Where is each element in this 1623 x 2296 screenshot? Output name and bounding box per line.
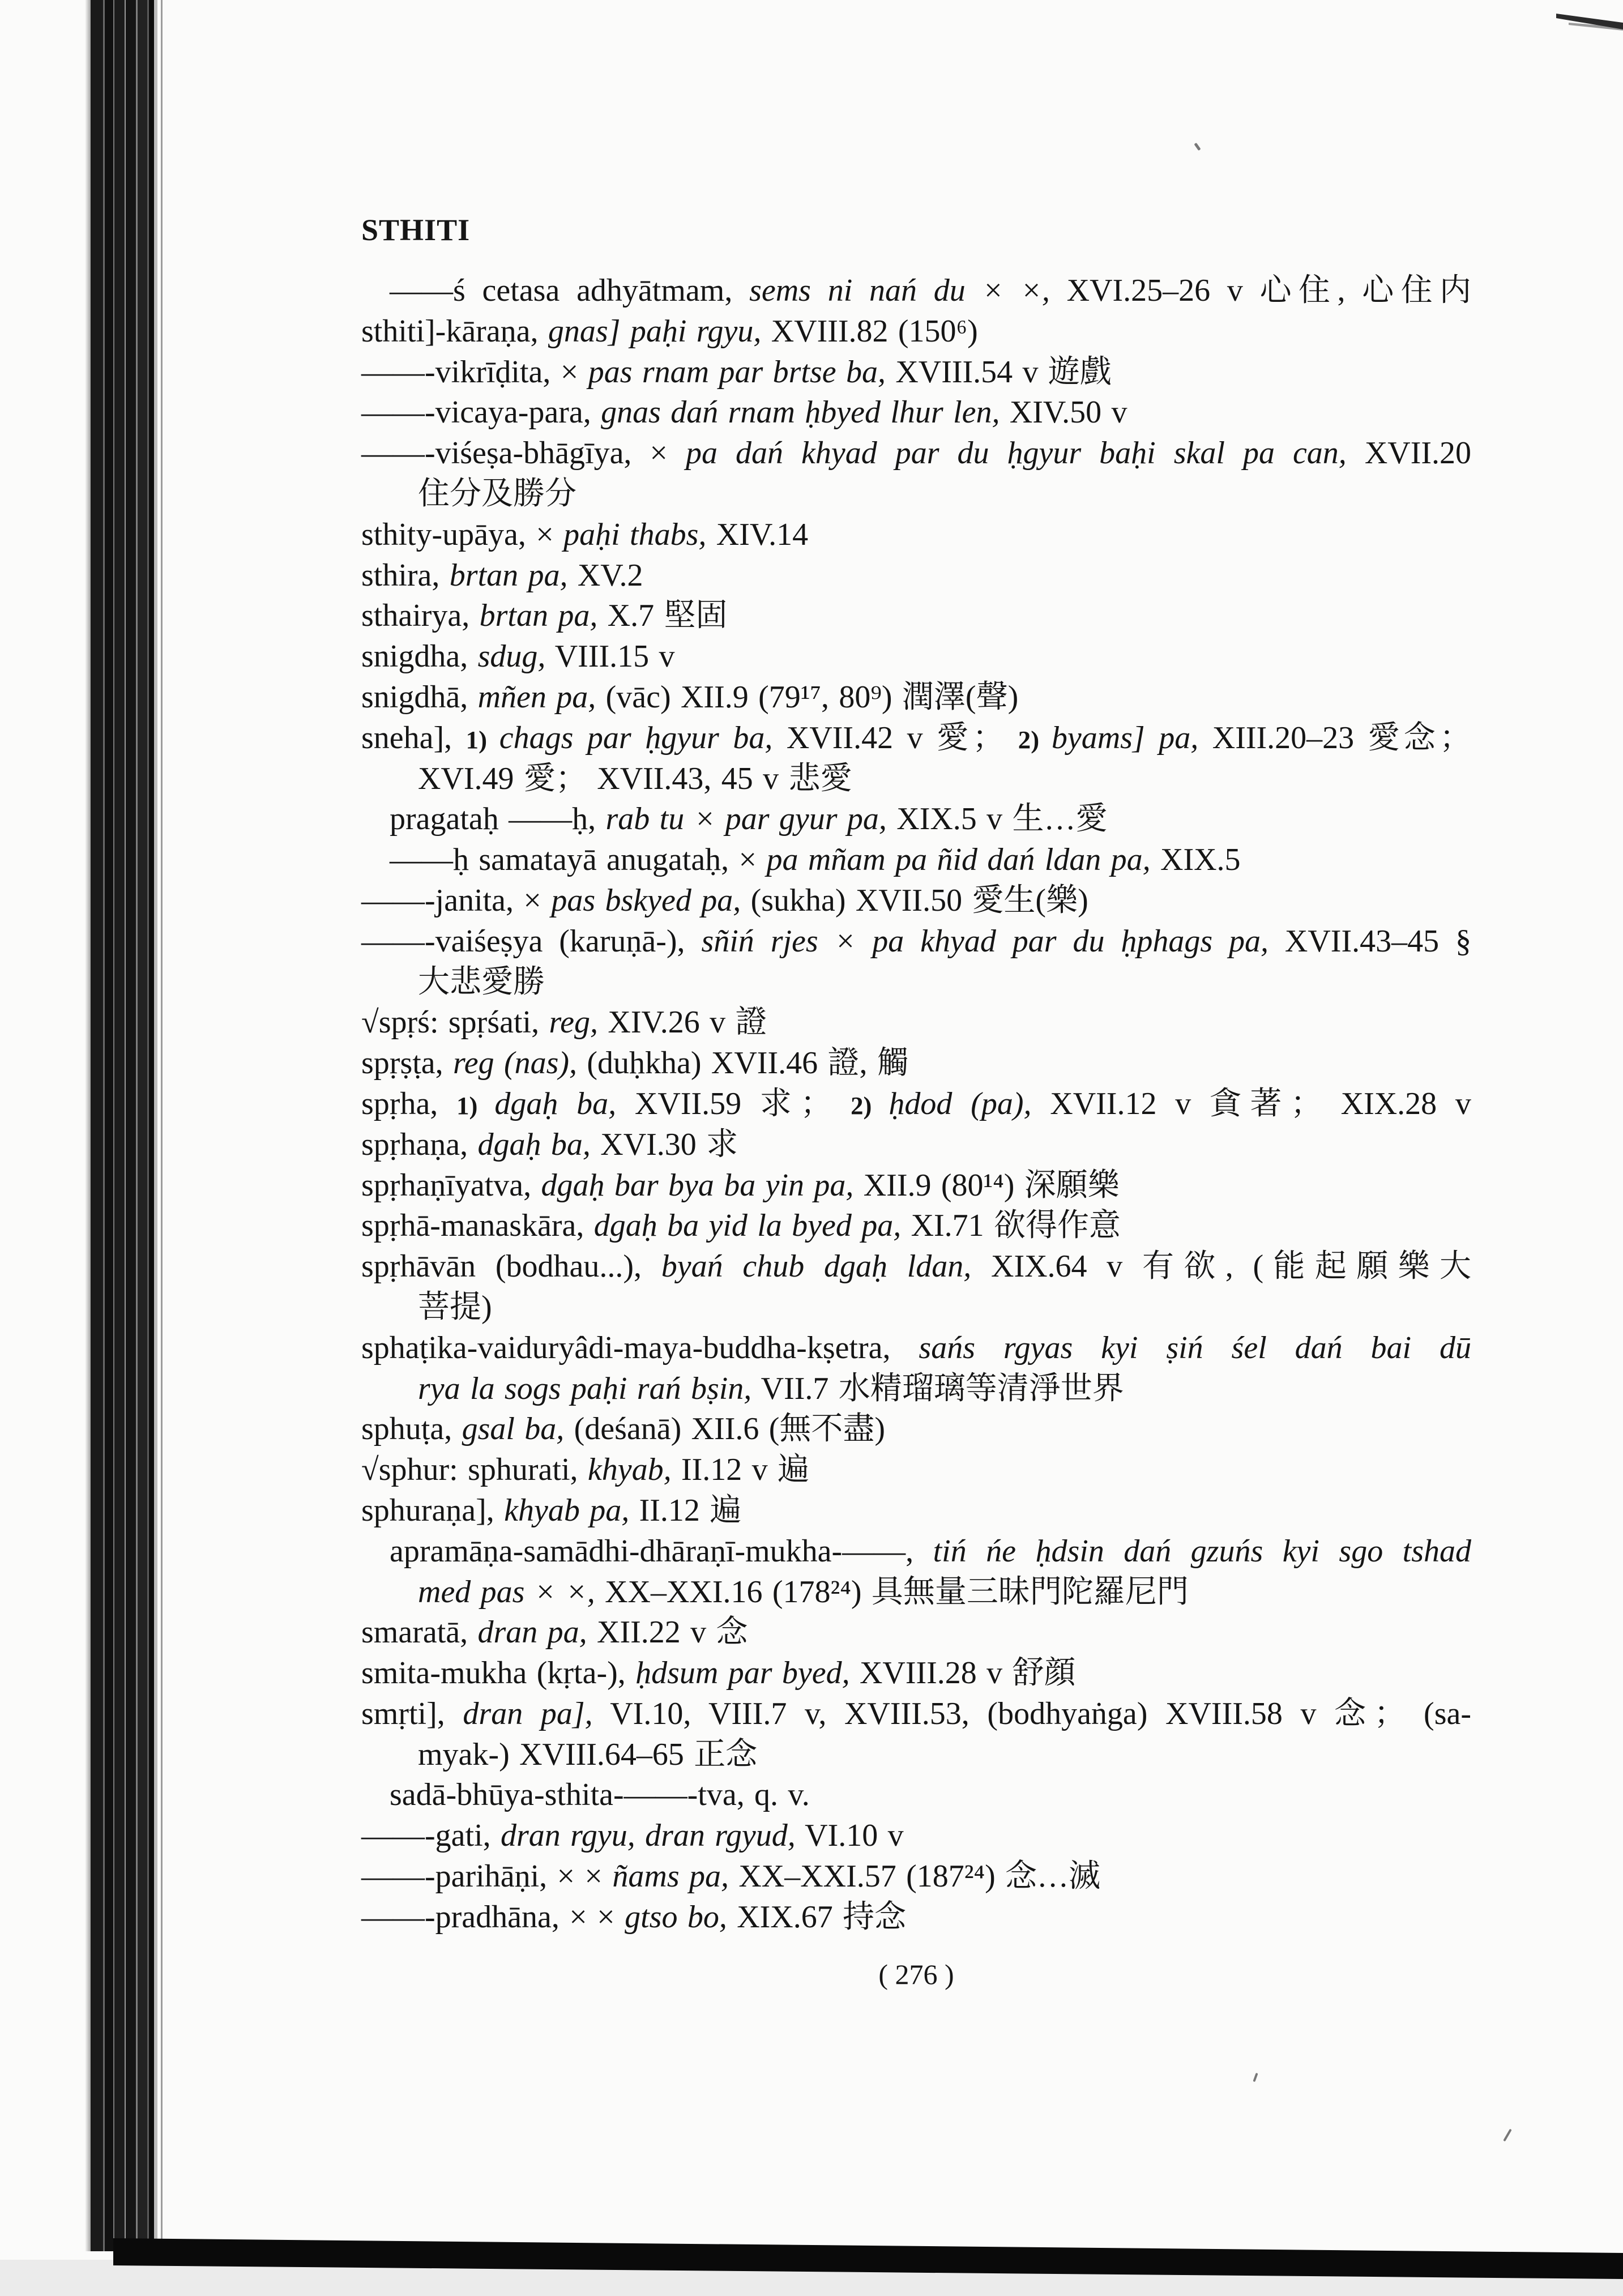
- subentry-line: [390, 1775, 1471, 1816]
- entry-text: spṛha,: [361, 1086, 457, 1121]
- entry-line: [361, 1450, 1471, 1491]
- entry-text: snigdha,: [361, 639, 478, 675]
- entry-text: II.12 v 遍: [671, 1452, 809, 1488]
- entry-text: 菩提): [418, 1289, 492, 1325]
- tibetan-equivalent: byań chub dgaḥ ldan,: [661, 1249, 972, 1284]
- tibetan-equivalent: tiń ńe ḥdsin dań gzuńs kyi sgo tshad: [933, 1533, 1471, 1569]
- tibetan-equivalent: dgaḥ ba yid la byed pa,: [593, 1208, 902, 1244]
- entry-text: 住分及勝分: [418, 476, 576, 511]
- entry-text: VIII.15 v: [545, 639, 675, 675]
- entry-text: XIX.5: [1150, 842, 1241, 878]
- entry-text: ——-parihāṇi, × ×: [361, 1859, 613, 1894]
- entry-text: XVIII.82 (150⁶): [761, 313, 978, 349]
- entry-text: sphaṭika-vaiduryâdi-maya-buddha-kṣetra,: [361, 1330, 919, 1365]
- entry-text: spṛhaṇa,: [361, 1126, 478, 1162]
- tibetan-equivalent: sems ni nań du × ×,: [749, 273, 1050, 308]
- scan-speck: [1194, 143, 1201, 151]
- sense-number: 2): [851, 1091, 889, 1120]
- entry-line: [361, 1328, 1471, 1369]
- entry-text: XX–XXI.16 (178²⁴) 具無量三昧門陀羅尼門: [595, 1574, 1189, 1610]
- entry-text: sthiti]-kāraṇa,: [361, 313, 548, 349]
- tibetan-equivalent: dran pa,: [477, 1615, 587, 1650]
- tibetan-equivalent: med pas × ×,: [418, 1574, 595, 1610]
- tibetan-equivalent: brtan pa,: [449, 557, 568, 593]
- entry-text: apramāṇa-samādhi-dhāraṇī-mukha-——,: [390, 1533, 933, 1569]
- entry-text: XVII.20: [1346, 436, 1471, 471]
- sense-number: 1): [456, 1091, 495, 1120]
- tibetan-equivalent: sańs rgyas kyi ṣiń śel dań bai dū: [919, 1330, 1471, 1365]
- tibetan-equivalent: sñiń rjes × pa khyad par du ḥphags pa,: [701, 923, 1269, 959]
- entry-line: [361, 921, 1471, 962]
- entry-line: [361, 352, 1471, 393]
- tibetan-equivalent: pas rnam par brtse ba,: [588, 354, 886, 390]
- tibetan-equivalent: ñams pa,: [612, 1859, 729, 1894]
- tibetan-equivalent: brtan pa,: [479, 598, 598, 634]
- entry-text: XII.9 (80¹⁴) 深願樂: [853, 1167, 1120, 1203]
- entry-line: [361, 433, 1471, 474]
- tibetan-equivalent: byams] pa,: [1051, 720, 1199, 756]
- entry-text: √sphur: sphurati,: [361, 1452, 588, 1488]
- tibetan-equivalent: khyab,: [587, 1452, 672, 1488]
- entry-text: II.12 遍: [629, 1492, 742, 1528]
- entry-line: [361, 1043, 1471, 1084]
- tibetan-equivalent: gnas] paḥi rgyu,: [548, 313, 762, 349]
- continuation-line: [418, 1369, 1471, 1410]
- entry-text: (vāc) XII.9 (79¹⁷, 80⁹) 潤澤(聲): [596, 679, 1019, 715]
- continuation-line: [418, 962, 1471, 1003]
- entry-text: XX–XXI.57 (187²⁴) 念…滅: [728, 1859, 1101, 1894]
- tibetan-equivalent: pas bskyed pa,: [551, 882, 741, 918]
- entry-text: ——-vaiśeṣya (karuṇā-),: [361, 923, 702, 959]
- tibetan-equivalent: pa dań khyad par du ḥgyur baḥi skal pa can,: [686, 436, 1347, 471]
- entry-text: XV.2: [567, 557, 643, 593]
- entry-line: [361, 718, 1471, 759]
- entry-text: XIX.5 v 生…愛: [886, 801, 1108, 837]
- entry-text: 大悲愛勝: [418, 964, 545, 1000]
- scan-speck: [1253, 2073, 1258, 2082]
- entry-text: sthairya,: [361, 598, 480, 634]
- entry-text: VI.10, VIII.7 v, XVIII.53, (bodhyaṅga) XVIII.58 v 念； (sa-: [592, 1696, 1471, 1731]
- section-heading: STHITI: [361, 213, 471, 247]
- entry-text: (deśanā) XII.6 (無不盡): [564, 1411, 886, 1447]
- subentry-line: [390, 1531, 1471, 1572]
- entry-line: [361, 556, 1471, 596]
- entry-text: ——-viśeṣa-bhāgīya, ×: [361, 436, 686, 471]
- entry-line: [361, 311, 1471, 352]
- entry-line: [361, 1491, 1471, 1531]
- entry-line: [361, 1002, 1471, 1043]
- entry-text: ——-vikrīḍita, ×: [361, 354, 588, 390]
- entry-text: VI.10 v: [795, 1818, 904, 1854]
- entry-text: XIV.26 v 證: [598, 1005, 767, 1040]
- continuation-line: [418, 1572, 1471, 1613]
- subentry-line: [390, 799, 1471, 840]
- entry-text: VII.7 水精瑠璃等清淨世界: [751, 1371, 1124, 1406]
- entry-line: [361, 1125, 1471, 1166]
- entry-line: [361, 1816, 1471, 1857]
- tibetan-equivalent: gnas dań rnam ḥbyed lhur len,: [601, 395, 1000, 430]
- page-edge-line: [161, 0, 163, 2243]
- tibetan-equivalent: sdug,: [477, 639, 546, 675]
- tibetan-equivalent: ḥdod (pa),: [889, 1086, 1032, 1121]
- entry-text: spṛhaṇīyatva,: [361, 1167, 541, 1203]
- entry-line: [361, 596, 1471, 637]
- entry-text: XVII.59 求；: [616, 1086, 851, 1121]
- entry-text: XVI.25–26 v 心住, 心住内: [1049, 273, 1471, 308]
- entry-line: [361, 392, 1471, 433]
- entry-text: sneha],: [361, 720, 466, 756]
- entry-text: XIII.20–23 愛念；: [1198, 720, 1471, 756]
- sense-number: 2): [1018, 725, 1052, 754]
- tibetan-equivalent: khyab pa,: [504, 1492, 630, 1528]
- entry-text: spṛhāvān (bodhau...),: [361, 1249, 661, 1284]
- entry-text: ——ḥ samatayā anugataḥ, ×: [390, 842, 767, 878]
- entry-text: smaratā,: [361, 1615, 478, 1650]
- subentry-line: [390, 271, 1471, 311]
- entry-text: myak-) XVIII.64–65 正念: [418, 1736, 758, 1772]
- tibetan-equivalent: gsal ba,: [462, 1411, 565, 1447]
- entry-text: XIV.50 v: [1000, 395, 1127, 430]
- entry-line: [361, 637, 1471, 677]
- entry-line: [361, 1653, 1471, 1694]
- entry-text: ——-janita, ×: [361, 882, 552, 918]
- tibetan-equivalent: dgaḥ ba,: [494, 1086, 617, 1121]
- continuation-line: [418, 759, 1471, 800]
- entry-text: ——-pradhāna, × ×: [361, 1899, 625, 1935]
- subentry-line: [390, 840, 1471, 881]
- entry-line: [361, 515, 1471, 556]
- entry-text: XII.22 v 念: [587, 1615, 748, 1650]
- book-binding-edge: [91, 0, 157, 2251]
- entry-text: sthira,: [361, 557, 450, 593]
- entry-line: [361, 1084, 1471, 1125]
- entry-text: snigdhā,: [361, 679, 478, 715]
- entry-line: [361, 1612, 1471, 1653]
- entry-line: [361, 881, 1471, 921]
- scan-speck: [1503, 2129, 1511, 2142]
- tibetan-equivalent: dgaḥ ba,: [477, 1126, 591, 1162]
- tibetan-equivalent: dran rgyu, dran rgyud,: [500, 1818, 796, 1854]
- entry-line: [361, 1247, 1471, 1287]
- entry-text: XIX.67 持念: [727, 1899, 907, 1935]
- entry-text: √spṛś: spṛśati,: [361, 1005, 549, 1040]
- entry-text: X.7 堅固: [597, 598, 728, 634]
- tibetan-equivalent: gtso bo,: [625, 1899, 727, 1935]
- entry-line: [361, 677, 1471, 718]
- entry-text: XVII.12 v 貪著； XIX.28 v: [1031, 1086, 1471, 1121]
- dictionary-text-block: [361, 271, 1471, 1938]
- entry-line: [361, 1206, 1471, 1247]
- entry-text: sphuṭa,: [361, 1411, 462, 1447]
- entry-text: XIV.14: [706, 517, 809, 552]
- entry-text: XVI.30 求: [590, 1126, 738, 1162]
- entry-line: [361, 1694, 1471, 1735]
- tibetan-equivalent: reg (nas),: [453, 1045, 578, 1081]
- entry-text: XVIII.28 v 舒顔: [849, 1655, 1076, 1691]
- sense-number: 1): [465, 725, 499, 754]
- page-number: ( 276 ): [878, 1958, 954, 1990]
- entry-text: XIX.64 v 有欲, (能起願樂大: [971, 1249, 1471, 1284]
- continuation-line: [418, 1735, 1471, 1776]
- tibetan-equivalent: paḥi thabs,: [563, 517, 707, 552]
- entry-line: [361, 1409, 1471, 1450]
- entry-text: sphuraṇa],: [361, 1492, 505, 1528]
- entry-text: sthity-upāya, ×: [361, 517, 564, 552]
- entry-text: XVII.43–45 §: [1268, 923, 1471, 959]
- tibetan-equivalent: rya la sogs paḥi rań bṣin,: [418, 1371, 752, 1406]
- tibetan-equivalent: pa mñam pa ñid dań ldan pa,: [766, 842, 1151, 878]
- entry-text: XI.71 欲得作意: [901, 1208, 1121, 1244]
- entry-text: smṛti],: [361, 1696, 463, 1731]
- continuation-line: [418, 474, 1471, 515]
- entry-text: smita-mukha (kṛta-),: [361, 1655, 636, 1691]
- entry-text: XVII.42 v 愛；: [772, 720, 1018, 756]
- tibetan-equivalent: dgaḥ bar bya ba yin pa,: [541, 1167, 854, 1203]
- entry-text: pragataḥ ——ḥ,: [390, 801, 606, 837]
- entry-text: (sukha) XVII.50 愛生(樂): [741, 882, 1088, 918]
- tibetan-equivalent: chags par ḥgyur ba,: [499, 720, 773, 756]
- entry-text: ——-vicaya-para,: [361, 395, 601, 430]
- entry-text: XVIII.54 v 遊戲: [885, 354, 1112, 390]
- binding-shadow: [85, 0, 91, 2251]
- entry-text: XVI.49 愛； XVII.43, 45 v 悲愛: [418, 761, 852, 796]
- entry-text: ——ś cetasa adhyātmam,: [390, 273, 750, 308]
- tibetan-equivalent: ḥdsum par byed,: [635, 1655, 850, 1691]
- entry-line: [361, 1166, 1471, 1206]
- tibetan-equivalent: rab tu × par gyur pa,: [605, 801, 887, 837]
- tibetan-equivalent: mñen pa,: [477, 679, 596, 715]
- entry-line: [361, 1857, 1471, 1897]
- tibetan-equivalent: dran pa],: [463, 1696, 593, 1731]
- entry-text: (duḥkha) XVII.46 證, 觸: [577, 1045, 909, 1081]
- entry-text: sadā-bhūya-sthita-——-tva, q. v.: [390, 1777, 810, 1813]
- entry-text: spṛhā-manaskāra,: [361, 1208, 594, 1244]
- entry-text: ——-gati,: [361, 1818, 501, 1854]
- entry-line: [361, 1897, 1471, 1938]
- entry-text: spṛṣṭa,: [361, 1045, 454, 1081]
- tibetan-equivalent: reg,: [549, 1005, 599, 1040]
- continuation-line: [418, 1287, 1471, 1328]
